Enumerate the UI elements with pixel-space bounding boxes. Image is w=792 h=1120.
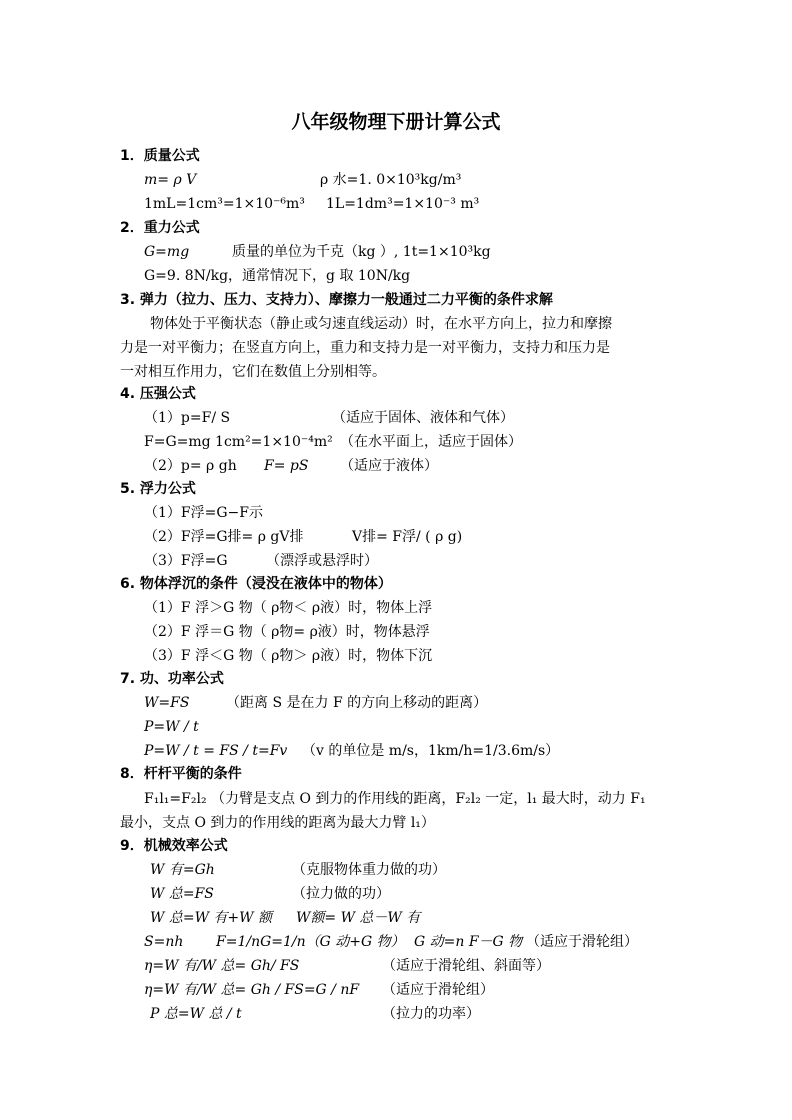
section-4-heading: 4. 压强公式 — [120, 386, 196, 402]
total-work-note: （拉力做的功） — [292, 886, 390, 902]
lever-balance-line-1: F₁l₁=F₂l₂ （力臂是支点 O 到力的作用线的距离，F₂l₂ 一定，l₁ 最大时，动力 F₁ — [144, 791, 646, 807]
section-9-heading: 9．机械效率公式 — [120, 838, 228, 854]
efficiency-pulley-applicability: （适应于滑轮组） — [382, 982, 494, 998]
velocity-unit-note: （v 的单位是 m/s，1km/h=1/3.6m/s） — [302, 743, 560, 759]
float-condition-sink: （3）F 浮＜G 物（ ρ物＞ ρ液）时，物体下沉 — [144, 648, 433, 664]
formula-useful-work: W 有=Gh — [150, 862, 215, 878]
liquid-pressure-applicability: （适应于液体） — [340, 458, 438, 474]
formula-floating: （3）F浮=G — [144, 553, 228, 569]
formula-l-conversion: 1L=1dm³=1×10⁻³ m³ — [326, 196, 480, 212]
mass-unit-note: 质量的单位为千克（kg ）, 1t=1×10³kg — [232, 244, 491, 260]
section-1-heading: 1．质量公式 — [120, 148, 200, 164]
pressure-solid-applicability: （在水平面上，适应于固体） — [340, 434, 522, 450]
formula-extra-work: W额= W 总－W 有 — [296, 910, 421, 926]
section-7-heading: 7. 功、功率公式 — [120, 671, 224, 687]
formula-water-density: ρ 水=1. 0×10³kg/m³ — [320, 172, 462, 188]
floating-condition: （漂浮或悬浮时） — [266, 553, 378, 569]
formula-liquid-pressure: （2）p= ρ gh — [144, 458, 237, 474]
formula-work: W=FS — [144, 695, 190, 711]
g-value-note: G=9. 8N/kg，通常情况下，g 取 10N/kg — [144, 268, 411, 284]
formula-total-power: P 总=W 总 / t — [150, 1006, 242, 1022]
section-3-paragraph-line-3: 一对相互作用力，它们在数值上分别相等。 — [120, 364, 386, 380]
formula-pulley-force: F=1/nG=1/n（G 动+G 物） — [216, 934, 405, 950]
formula-pressure-solid: F=G=mg 1cm²=1×10⁻⁴m² — [144, 434, 333, 450]
formula-pulley-weight: G 动=n F－G 物 — [414, 934, 523, 950]
section-3-paragraph-line-1: 物体处于平衡状态（静止或匀速直线运动）时，在水平方向上，拉力和摩擦 — [150, 316, 612, 332]
section-3-paragraph-line-2: 力是一对平衡力；在竖直方向上，重力和支持力是一对平衡力，支持力和压力是 — [120, 340, 610, 356]
float-condition-rise: （1）F 浮＞G 物（ ρ物＜ ρ液）时，物体上浮 — [144, 600, 433, 616]
formula-pressure: （1）p=F/ S — [144, 410, 231, 426]
formula-rope-distance: S=nh — [144, 934, 184, 950]
section-3-heading: 3. 弹力（拉力、压力、支持力）、摩擦力一般通过二力平衡的条件求解 — [120, 292, 553, 308]
page-title: 八年级物理下册计算公式 — [291, 111, 501, 133]
formula-efficiency: η=W 有/W 总= Gh/ FS — [144, 958, 300, 974]
efficiency-applicability: （适应于滑轮组、斜面等） — [382, 958, 550, 974]
formula-total-work-sum: W 总=W 有+W 额 — [150, 910, 272, 926]
formula-force-pressure: F= pS — [264, 458, 309, 474]
total-power-note: （拉力的功率） — [382, 1006, 480, 1022]
lever-balance-line-2: 最小，支点 O 到力的作用线的距离为最大力臂 l₁） — [120, 815, 435, 831]
section-8-heading: 8．杆杆平衡的条件 — [120, 766, 242, 782]
pressure-applicability: （适应于固体、液体和气体） — [332, 410, 514, 426]
section-6-heading: 6. 物体浮沉的条件（浸没在液体中的物体） — [120, 576, 392, 592]
formula-power: P=W / t — [144, 719, 199, 735]
formula-buoyancy-weighing: （1）F浮=G−F示 — [144, 505, 263, 521]
formula-archimedes: （2）F浮=G排= ρ gV排 — [144, 529, 304, 545]
formula-mass: m= ρ V — [144, 172, 197, 188]
float-condition-suspend: （2）F 浮＝G 物（ ρ物= ρ液）时，物体悬浮 — [144, 624, 430, 640]
section-2-heading: 2．重力公式 — [120, 220, 200, 236]
formula-ml-conversion: 1mL=1cm³=1×10⁻⁶m³ — [144, 196, 305, 212]
formula-efficiency-pulley: η=W 有/W 总= Gh / FS=G / nF — [144, 982, 360, 998]
formula-displaced-volume: V排= F浮/ ( ρ g) — [352, 529, 463, 545]
formula-total-work: W 总=FS — [150, 886, 214, 902]
formula-power-expanded: P=W / t = FS / t=Fv — [144, 743, 288, 759]
pulley-applicability: （适应于滑轮组） — [526, 934, 638, 950]
section-5-heading: 5. 浮力公式 — [120, 481, 196, 497]
formula-gravity: G=mg — [144, 244, 190, 260]
work-distance-note: （距离 S 是在力 F 的方向上移动的距离） — [226, 695, 488, 711]
useful-work-note: （克服物体重力做的功） — [292, 862, 446, 878]
